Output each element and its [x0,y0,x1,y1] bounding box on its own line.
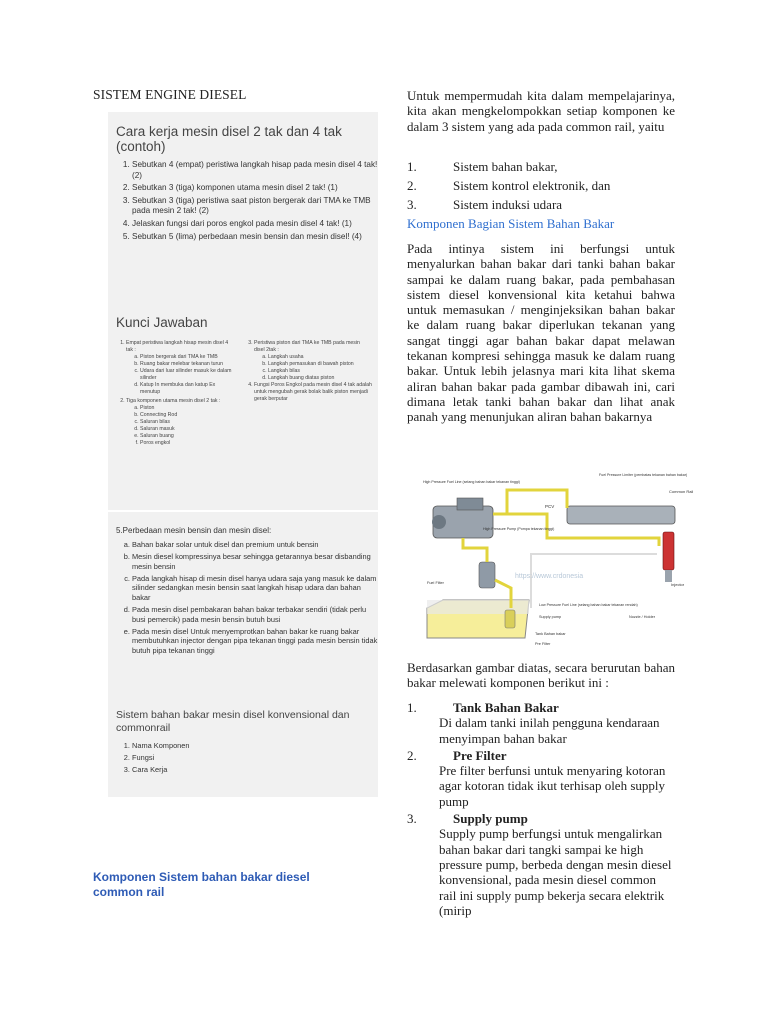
intro-paragraph: Untuk mempermudah kita dalam mempelajarinya, kita akan mengkelompokkan setiap komponen ke dalam 3 sistem yang ada pada common rail, yaitu [407,88,675,134]
label-fuel-filter: Fuel Filter [427,581,444,585]
answer-1-item: c. Udara dari luar silinder masuk ke dalam silinder [140,368,236,382]
component-desc: Pre filter berfunsi untuk menyaring kotoran agar kotoran tidak ikut terhisap oleh supply pump [439,763,666,809]
fuel-system-list [108,741,378,775]
answer-2-title: Tiga komponen utama mesin disel 2 tak : [126,398,221,404]
difference-item: e. Pada mesin disel Untuk menyemprotkan bahan bakar ke ruang bakar membutuhkan injector dengan pipa tekanan tinggi pada mesin bensin tidak butuh pipa tekanan tinggi [132,627,378,656]
component-item: 3. Supply pump Supply pump berfungsi untuk mengalirkan bahan bakar dari tangki sampai ke high pressure pump, berbeda dengan mesin diesel konvensional, pada mesin diesel common rail ini supply pump bekerja secara elektrik (mirip [407,811,675,918]
label-hp-fuel-line: High Pressure Fuel Line (selang bahan bakar tekanan tinggi) [423,480,520,484]
component-item: 1. Tank Bahan Bakar Di dalam tanki inilah pengguna kendaraan menyimpan bahan bakar [407,700,675,746]
label-pcv: PCV [545,504,555,509]
fuel-flow-diagram [407,468,698,648]
difference-item: b. Mesin diesel kompressinya besar sehingga getarannya besar disbanding mesin bensin [132,552,378,571]
system-item: 3. Sistem induksi udara [407,197,563,212]
fuel-system-item: 2. Fungsi [132,753,378,763]
system-item: 2. Sistem kontrol elektronik, dan [407,178,611,193]
answer-key-image [108,305,378,510]
quiz-question-list [108,160,378,242]
component-desc: Supply pump berfungsi untuk mengalirkan bahan bakar dari tangki sampai ke high pressure pump, berbeda dengan mesin diesel konvensional, pada mesin diesel common rail ini supply pump bekerja secara elektrik (mirip [439,826,672,918]
quiz-question: 1. Sebutkan 4 (empat) peristiwa langkah hisap pada mesin disel 4 tak! (2) [132,160,378,181]
component-list [407,700,675,920]
label-pre-filter: Pre Filter [535,642,551,646]
quiz-heading: Cara kerja mesin disel 2 tak dan 4 tak (contoh) [116,124,342,154]
injector-shape [663,532,674,570]
difference-item: d. Pada mesin disel pembakaran bahan bakar terbakar sendiri (tidak perlu busi pemercik) pada mesin bensin butuh busi [132,605,378,624]
common-rail-components-heading: Komponen Sistem bahan bakar diesel common rail [93,870,310,899]
answer-1-item: a. Piston bergerak dari TMA ke TMB [140,354,236,361]
answer-1-item: d. Katup In membuka dan katup Ex menutup [140,382,236,396]
label-lp-fuel-line: Low Pressure Fuel Line (selang bahan bakar tekanan rendah) [539,603,638,607]
fuel-system-heading: Sistem bahan bakar mesin disel konvensional dan commonrail [116,709,350,734]
section-heading: Komponen Bagian Sistem Bahan Bakar [407,216,615,231]
answer-3-item: b. Langkah pemasukan di bawah piston [268,361,372,368]
fuel-system-item: 3. Cara Kerja [132,765,378,775]
pump-head [457,498,483,510]
label-fuel-tank: Tank Bahan bakar [535,632,566,636]
answer-3-item: c. Langkah bilas [268,368,372,375]
quiz-question: 2. Sebutkan 3 (tiga) komponen utama mesin disel 2 tak! (1) [132,183,378,194]
component-desc: Di dalam tanki inilah pengguna kendaraan menyimpan bahan bakar [439,715,660,746]
filter-to-pump-line [463,538,487,562]
fuel-filter-shape [479,562,495,588]
answer-1-item: b. Ruang bakar melebar tekanan turun [140,361,236,368]
document-title: SISTEM ENGINE DIESEL [93,87,247,102]
answer-2-item: b. Connecting Rod [140,412,236,419]
quiz-image [108,112,378,310]
answer-key-heading: Kunci Jawaban [116,315,208,330]
common-rail-shape [567,506,675,524]
differences-list [108,540,378,656]
label-common-rail: Common Rail [669,489,694,494]
label-fuel-pressure-limiter: Fuel Pressure Limiter (pembatas tekanan bahan bakar) [599,473,688,477]
component-item: 2. Pre Filter Pre filter berfunsi untuk menyaring kotoran agar kotoran tidak ikut terhisap oleh supply pump [407,748,675,809]
label-injector: Injector [671,582,685,587]
quiz-question: 3. Sebutkan 3 (tiga) peristiwa saat piston bergerak dari TMA ke TMB pada mesin 2 tak! (2) [132,196,378,217]
fuel-system-image [108,697,378,797]
component-title: Supply pump [453,811,528,827]
differences-image [108,512,378,697]
fuel-system-item: 1. Nama Komponen [132,741,378,751]
difference-item: a. Bahan bakar solar untuk disel dan premium untuk bensin [132,540,378,550]
answer-1-title: Empat peristiwa langkah hisap mesin disel 4 tak : [126,340,229,353]
fuel-system-paragraph: Pada intinya sistem ini berfungsi untuk menyalurkan bahan bakar dari tanki bahan bakar sampai ke dalam ruang bakar, pada pembahasan sistem diesel konvensional kita ketahui bahwa untuk memasukan / menginjeksikan bahan bakar ke dalam ruang bakar diperlukan tekanan yang sangat tinggi agar bahan bakar dapat melawan tekanan kompresi sehingga masuk ke dalam ruang bakar. Untuk lebih jelasnya mari kita lihat skema aliran bahan bakar pada gambar dibawah ini, cari dimana letak tanki bahan bakar dan lihat anak panah yang menunjukan aliran bahan bakarnya [407,241,675,425]
system-item: 1. Sistem bahan bakar, [407,159,558,174]
answer-2-item: e. Saluran buang [140,433,236,440]
answer-2-item: f. Poros engkol [140,440,236,447]
quiz-question: 4. Jelaskan fungsi dari poros engkol pada mesin disel 4 tak! (1) [132,219,378,230]
quiz-question: 5. Sebutkan 5 (lima) perbedaan mesin bensin dan mesin disel! (4) [132,232,378,243]
answer-2-item: d. Saluran masuk [140,426,236,433]
return-line [531,554,657,608]
answer-3-item: a. Langkah usaha [268,354,372,361]
answer-2-item: c. Saluran bilas [140,419,236,426]
pre-filter-shape [505,610,515,628]
order-paragraph: Berdasarkan gambar diatas, secara berurutan bahan bakar melewati komponen berikut ini : [407,660,675,691]
answer-2-item: a. Piston [140,405,236,412]
label-nozzle-holder: Nozzle / Holder [629,615,655,619]
answer-4-text: 4. Fungsi Poros Engkol pada mesin disel 4 tak adalah untuk mengubah gerak bolak balik piston menjadi gerak berputar [254,382,372,403]
label-hp-pump: High Pressure Pump (Pompa tekanan tinggi) [483,527,555,531]
label-supply-pump: Supply pump [539,615,562,619]
nozzle-shape [665,570,672,582]
answer-3-item: d. Langkah buang diatas piston [268,375,372,382]
answer-3-title: Peristiwa piston dari TMA ke TMB pada mesin disel 2tak : [254,340,360,353]
component-title: Pre Filter [453,747,507,763]
component-title: Tank Bahan Bakar [453,700,559,715]
hp-fuel-line [493,490,567,514]
watermark-text: https://www.crdonesia [515,573,584,580]
difference-item: c. Pada langkah hisap di mesin disel hanya udara saja yang masuk ke dalam silinder sedangkan mesin bensin saat langkah hisap udara dan bahan bakar [132,574,378,603]
differences-heading: 5.Perbedaan mesin bensin dan mesin disel: [116,526,272,535]
system-list [407,157,675,214]
pump-pulley [432,515,446,529]
